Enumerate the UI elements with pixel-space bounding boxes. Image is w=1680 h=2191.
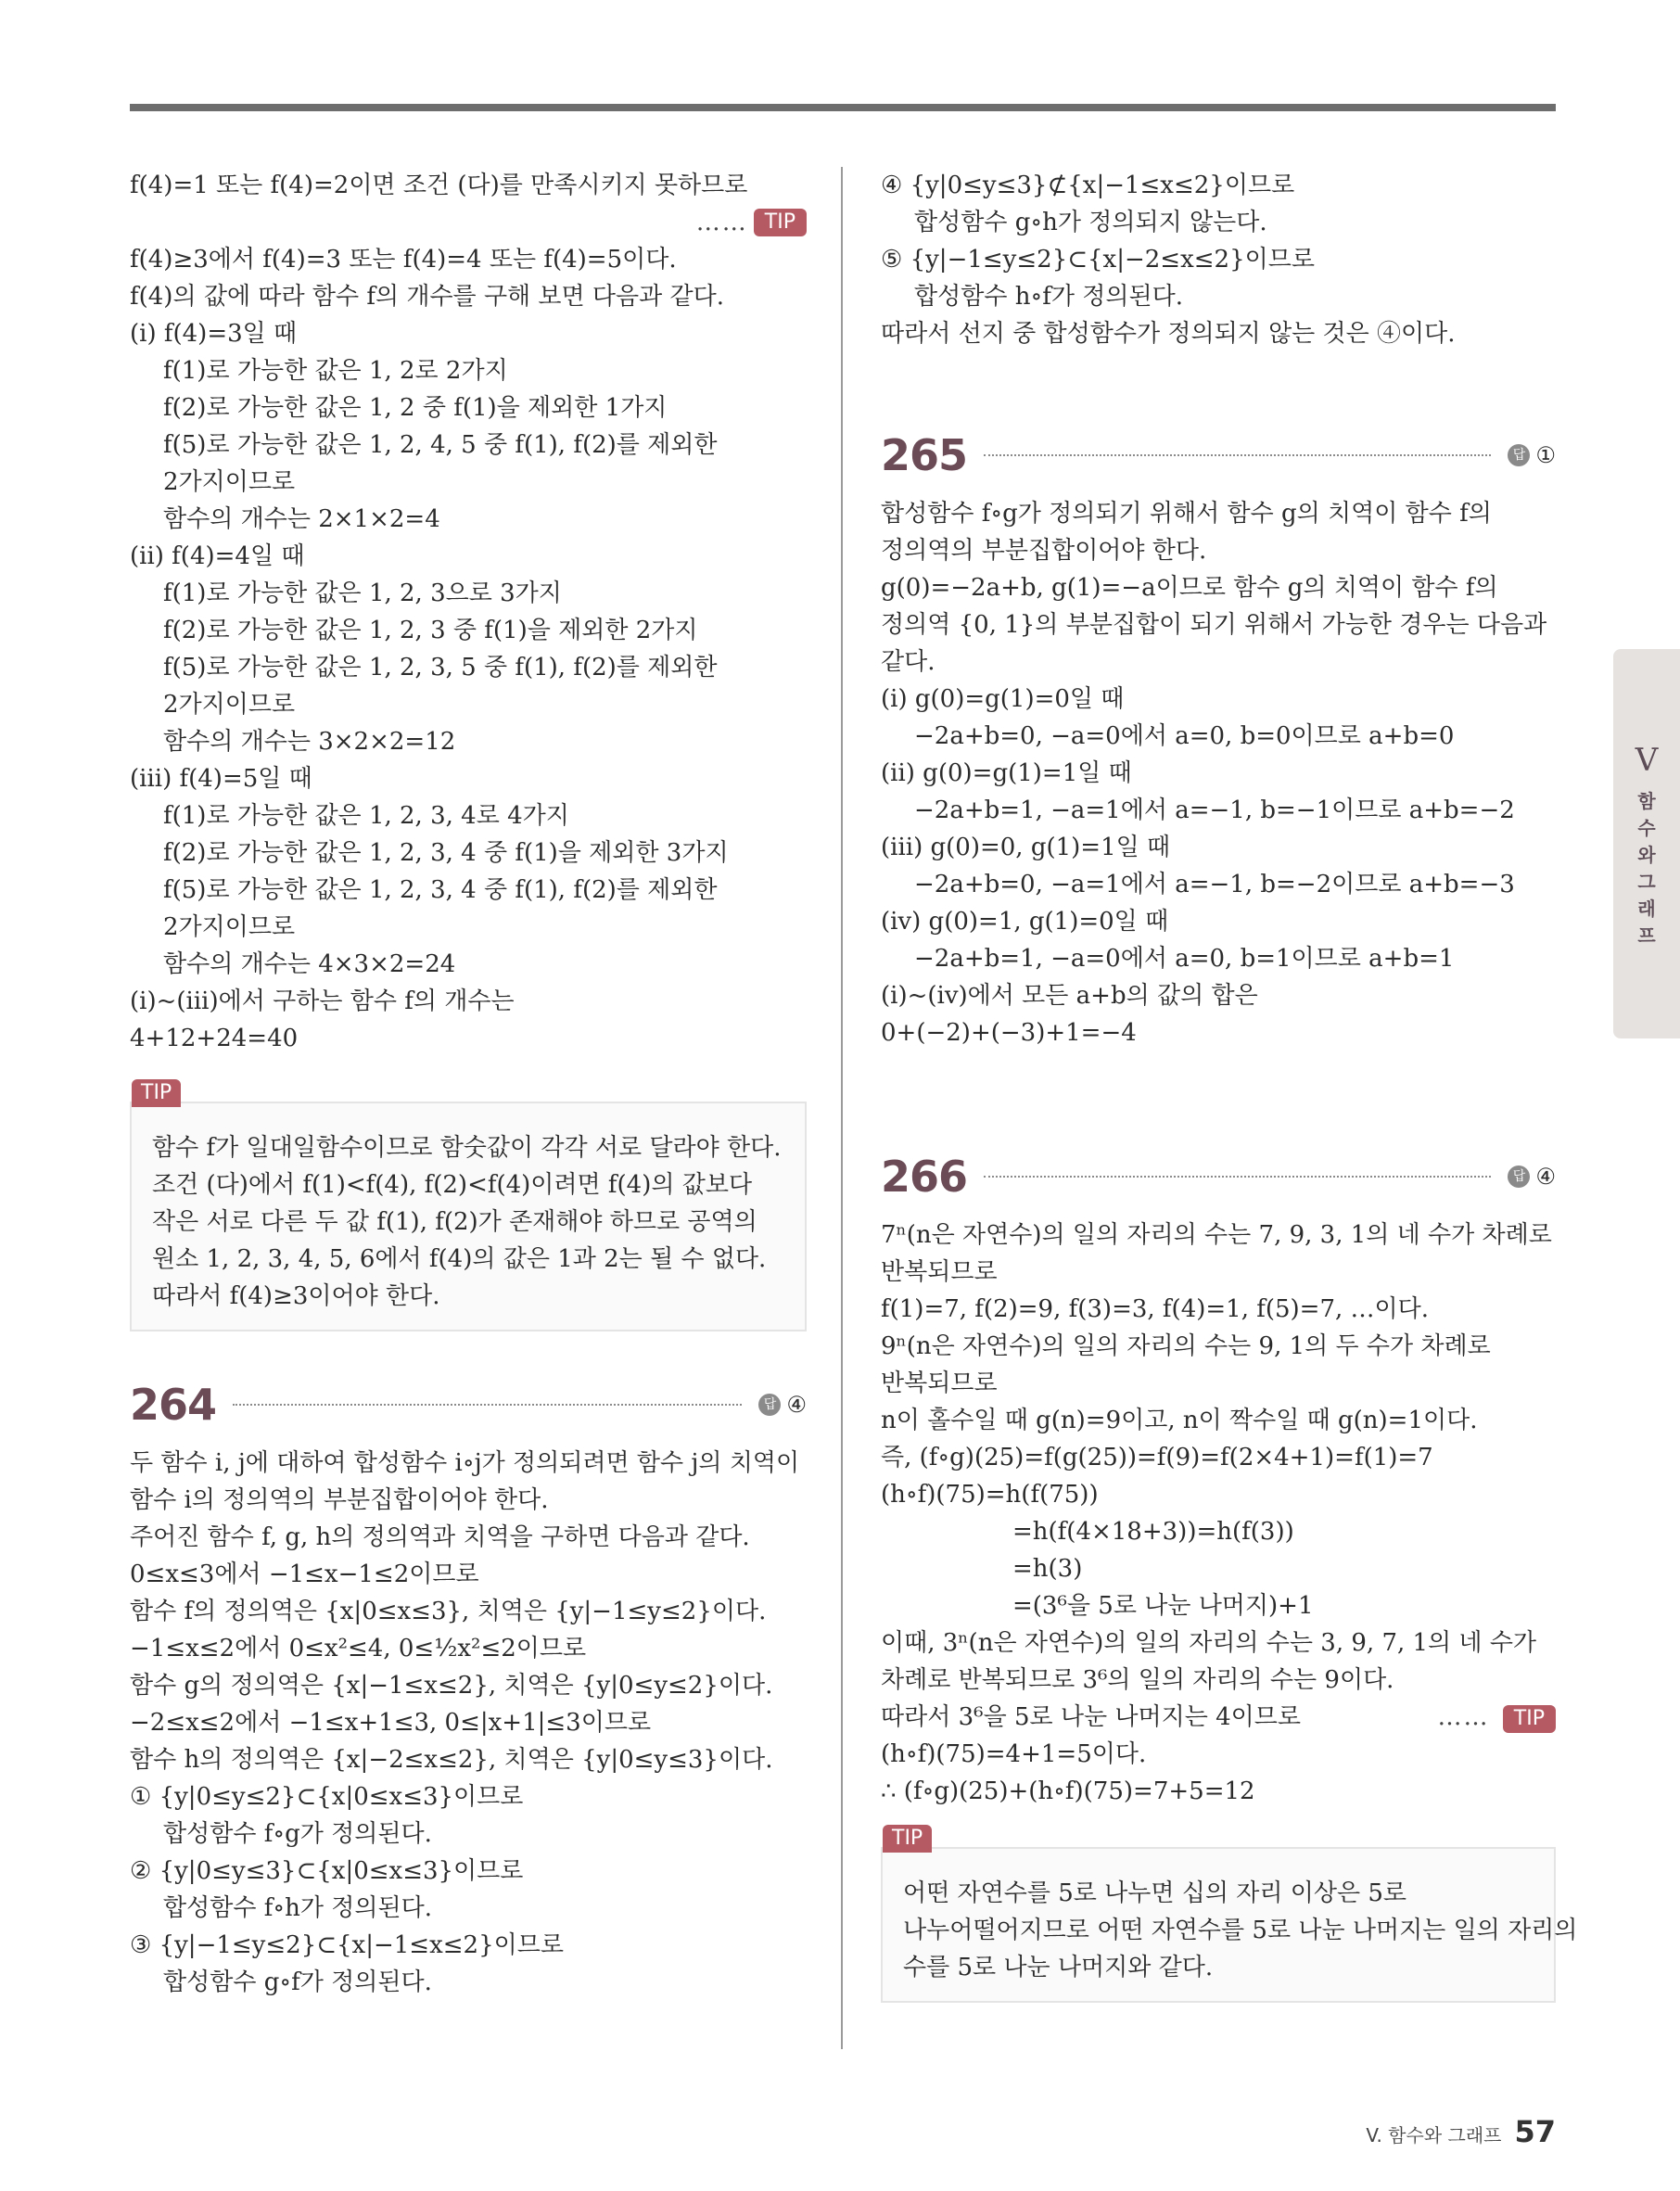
left-intro [130, 167, 807, 204]
text-line: 주어진 함수 f, g, h의 정의역과 치역을 구하면 다음과 같다. [130, 1523, 750, 1551]
text-line: n이 홀수일 때 g(n)=9이고, n이 짝수일 때 g(n)=1이다. [881, 1407, 1478, 1434]
text-line: 원소 1, 2, 3, 4, 5, 6에서 f(4)의 값은 1과 2는 될 수 없다. [152, 1245, 767, 1273]
text-line: 즉, (f∘g)(25)=f(g(25))=f(9)=f(2×4+1)=f(1)=7 [881, 1444, 1433, 1471]
text-line: f(5)로 가능한 값은 1, 2, 3, 5 중 f(1), f(2)를 제외한 [163, 654, 718, 682]
text-line: 두 함수 i, j에 대하여 합성함수 i∘j가 정의되려면 함수 j의 치역이 [130, 1449, 800, 1477]
tip-box-label: TIP [883, 1825, 932, 1853]
text-line: 반복되므로 [881, 1369, 998, 1397]
text-line: −2a+b=0, −a=1에서 a=−1, b=−2이므로 a+b=−3 [914, 871, 1515, 898]
text-line: 정의역의 부분집합이어야 한다. [881, 537, 1207, 565]
page-footer [1366, 2114, 1556, 2149]
answer-value: ① [1535, 442, 1556, 468]
answer-marker [758, 1386, 807, 1423]
text-line: ④ {y|0≤y≤3}⊄{x|−1≤x≤2}이므로 [881, 172, 1295, 199]
text-line: 함수 i의 정의역의 부분집합이어야 한다. [130, 1486, 549, 1514]
text-line: 함수의 개수는 2×1×2=4 [163, 505, 440, 533]
text-line: 조건 (다)에서 f(1)<f(4), f(2)<f(4)이려면 f(4)의 값보다 [152, 1171, 753, 1199]
solution-264-continued [881, 167, 1556, 352]
text-line: (ⅱ) f(4)=4일 때 [130, 542, 305, 570]
text-line: 따라서 선지 중 합성함수가 정의되지 않는 것은 ④이다. [881, 320, 1456, 348]
column-divider [841, 167, 843, 2049]
text-line: (ⅰ) f(4)=3일 때 [130, 320, 298, 348]
problem-number: 265 [881, 430, 968, 480]
text-line: 반복되므로 [881, 1258, 998, 1286]
tip-dots: …… [1437, 1703, 1490, 1731]
text-line: 정의역 {0, 1}의 부분집합이 되기 위해서 가능한 경우는 다음과 [881, 611, 1547, 639]
text-line: 합성함수 f∘g가 정의된다. [163, 1820, 432, 1848]
text-line: 합성함수 f∘h가 정의된다. [163, 1894, 432, 1922]
problem-number: 266 [881, 1152, 968, 1202]
chapter-title: 함 수 와 그 래 프 [1637, 790, 1656, 947]
text-line: 작은 서로 다른 두 값 f(1), f(2)가 존재해야 하므로 공역의 [152, 1208, 757, 1236]
text-line: −2a+b=1, −a=0에서 a=0, b=1이므로 a+b=1 [914, 945, 1455, 973]
solution-266-body [881, 1217, 1556, 1699]
problem-264-header [130, 1372, 807, 1437]
chapter-side-tab [1613, 649, 1680, 1038]
text-line: (ⅰ) g(0)=g(1)=0일 때 [881, 685, 1125, 713]
text-line: 2가지이므로 [163, 691, 296, 719]
text-line: 나누어떨어지므로 어떤 자연수를 5로 나눈 나머지는 일의 자리의 [903, 1917, 1578, 1944]
text-line: −1≤x≤2에서 0≤x²≤4, 0≤½x²≤2이므로 [130, 1635, 587, 1662]
text-line: 따라서 3⁶을 5로 나눈 나머지는 4이므로 [881, 1703, 1301, 1731]
text-line: 차례로 반복되므로 3⁶의 일의 자리의 수는 9이다. [881, 1666, 1394, 1694]
text-line: 2가지이므로 [163, 913, 296, 941]
tip-box-body [903, 1875, 1578, 1986]
text-line: ② {y|0≤y≤3}⊂{x|0≤x≤3}이므로 [130, 1857, 524, 1885]
tip-badge: TIP [1503, 1705, 1556, 1733]
text-line: −2≤x≤2에서 −1≤x+1≤3, 0≤|x+1|≤3이므로 [130, 1709, 652, 1737]
text-line: 합성함수 g∘h가 정의되지 않는다. [914, 209, 1267, 236]
dotted-rule [233, 1404, 742, 1406]
text-line: f(4)=1 또는 f(4)=2이면 조건 (다)를 만족시키지 못하므로 [130, 172, 748, 199]
tip-reference [881, 1699, 1556, 1736]
text-line: 어떤 자연수를 5로 나누면 십의 자리 이상은 5로 [903, 1879, 1407, 1907]
text-line: =h(3) [1012, 1555, 1083, 1583]
answer-marker [1508, 1158, 1556, 1195]
solution-265-body [881, 495, 1556, 1051]
text-line: f(1)로 가능한 값은 1, 2로 2가지 [163, 357, 508, 385]
text-line: ∴ (f∘g)(25)+(h∘f)(75)=7+5=12 [881, 1777, 1255, 1805]
tip-box-body [152, 1129, 786, 1315]
text-line: 0+(−2)+(−3)+1=−4 [881, 1019, 1137, 1047]
text-line: (ⅰ)~(ⅳ)에서 모든 a+b의 값의 합은 [881, 982, 1258, 1010]
problem-number: 264 [130, 1380, 217, 1430]
solution-266-conclusion [881, 1736, 1556, 1810]
left-column [130, 167, 807, 2001]
answer-value: ④ [1535, 1164, 1556, 1190]
text-line: 2가지이므로 [163, 468, 296, 496]
text-line: =(3⁶을 5로 나눈 나머지)+1 [1012, 1592, 1314, 1620]
text-line: 함수 h의 정의역은 {x|−2≤x≤2}, 치역은 {y|0≤y≤3}이다. [130, 1746, 773, 1774]
text-line: 4+12+24=40 [130, 1025, 299, 1052]
text-line: f(5)로 가능한 값은 1, 2, 4, 5 중 f(1), f(2)를 제외한 [163, 431, 718, 459]
solution-263-body [130, 241, 807, 1057]
top-rule [130, 104, 1556, 111]
text-line: 합성함수 h∘f가 정의된다. [914, 283, 1183, 311]
text-line: f(1)=7, f(2)=9, f(3)=3, f(4)=1, f(5)=7, …이다. [881, 1295, 1430, 1323]
problem-265-header [881, 423, 1556, 488]
answer-value: ④ [786, 1392, 807, 1418]
text-line: −2a+b=1, −a=1에서 a=−1, b=−1이므로 a+b=−2 [914, 796, 1515, 824]
text-line: ③ {y|−1≤y≤2}⊂{x|−1≤x≤2}이므로 [130, 1931, 564, 1959]
text-line: (ⅲ) g(0)=0, g(1)=1일 때 [881, 834, 1171, 861]
text-line: f(2)로 가능한 값은 1, 2 중 f(1)을 제외한 1가지 [163, 394, 668, 422]
solution-264-body [130, 1445, 807, 2001]
footer-section: V. 함수와 그래프 [1366, 2124, 1502, 2146]
text-line: 이때, 3ⁿ(n은 자연수)의 일의 자리의 수는 3, 9, 7, 1의 네 수가 [881, 1629, 1537, 1657]
answer-marker [1508, 437, 1556, 474]
text-line: 함수 f의 정의역은 {x|0≤x≤3}, 치역은 {y|−1≤y≤2}이다. [130, 1598, 767, 1625]
text-line: −2a+b=0, −a=0에서 a=0, b=0이므로 a+b=0 [914, 722, 1455, 750]
text-line: f(4)의 값에 따라 함수 f의 개수를 구해 보면 다음과 같다. [130, 283, 725, 311]
text-line: (h∘f)(75)=h(f(75)) [881, 1481, 1099, 1509]
text-line: f(5)로 가능한 값은 1, 2, 3, 4 중 f(1), f(2)를 제외한 [163, 876, 718, 904]
text-line: g(0)=−2a+b, g(1)=−a이므로 함수 g의 치역이 함수 f의 [881, 574, 1498, 602]
text-line: f(2)로 가능한 값은 1, 2, 3, 4 중 f(1)을 제외한 3가지 [163, 839, 729, 867]
text-line: 0≤x≤3에서 −1≤x−1≤2이므로 [130, 1560, 479, 1588]
tip-box-label: TIP [132, 1079, 181, 1107]
text-line: 합성함수 f∘g가 정의되기 위해서 함수 g의 치역이 함수 f의 [881, 500, 1492, 528]
text-line: 9ⁿ(n은 자연수)의 일의 자리의 수는 9, 1의 두 수가 차례로 [881, 1332, 1491, 1360]
text-line: (h∘f)(75)=4+1=5이다. [881, 1740, 1147, 1768]
right-column [881, 167, 1578, 2003]
text-line: f(4)≥3에서 f(4)=3 또는 f(4)=4 또는 f(4)=5이다. [130, 246, 677, 274]
answer-icon: 답 [758, 1394, 781, 1416]
text-line: (ⅳ) g(0)=1, g(1)=0일 때 [881, 908, 1169, 936]
text-line: (ⅲ) f(4)=5일 때 [130, 765, 312, 793]
text-line: 합성함수 g∘f가 정의된다. [163, 1968, 432, 1996]
text-line: 7ⁿ(n은 자연수)의 일의 자리의 수는 7, 9, 3, 1의 네 수가 차례로 [881, 1221, 1552, 1249]
tip-dots: …… [695, 209, 748, 236]
text-line: 함수 g의 정의역은 {x|−1≤x≤2}, 치역은 {y|0≤y≤2}이다. [130, 1672, 773, 1700]
tip-badge: TIP [754, 209, 807, 236]
text-line: 함수 f가 일대일함수이므로 함숫값이 각각 서로 달라야 한다. [152, 1134, 782, 1162]
text-line: 같다. [881, 648, 935, 676]
text-line: ① {y|0≤y≤2}⊂{x|0≤x≤3}이므로 [130, 1783, 524, 1811]
text-line: =h(f(4×18+3))=h(f(3)) [1012, 1518, 1294, 1546]
text-line: ⑤ {y|−1≤y≤2}⊂{x|−2≤x≤2}이므로 [881, 246, 1315, 274]
chapter-number: V [1635, 742, 1659, 779]
text-line: 함수의 개수는 3×2×2=12 [163, 728, 456, 756]
answer-icon: 답 [1508, 444, 1530, 466]
text-line: 따라서 f(4)≥3이어야 한다. [152, 1282, 440, 1310]
tip-box [130, 1081, 807, 1331]
text-line: (ⅱ) g(0)=g(1)=1일 때 [881, 759, 1132, 787]
page-number: 57 [1514, 2114, 1556, 2149]
problem-266-header [881, 1144, 1556, 1209]
dotted-rule [984, 454, 1491, 456]
text-line: 함수의 개수는 4×3×2=24 [163, 950, 456, 978]
text-line: f(1)로 가능한 값은 1, 2, 3으로 3가지 [163, 580, 562, 607]
dotted-rule [984, 1176, 1491, 1178]
text-line: f(1)로 가능한 값은 1, 2, 3, 4로 4가지 [163, 802, 569, 830]
text-line: 수를 5로 나눈 나머지와 같다. [903, 1954, 1214, 1981]
tip-reference [130, 204, 807, 241]
text-line: (ⅰ)~(ⅲ)에서 구하는 함수 f의 개수는 [130, 987, 515, 1015]
text-line: f(2)로 가능한 값은 1, 2, 3 중 f(1)을 제외한 2가지 [163, 617, 698, 644]
answer-icon: 답 [1508, 1166, 1530, 1188]
tip-box [881, 1827, 1578, 2003]
